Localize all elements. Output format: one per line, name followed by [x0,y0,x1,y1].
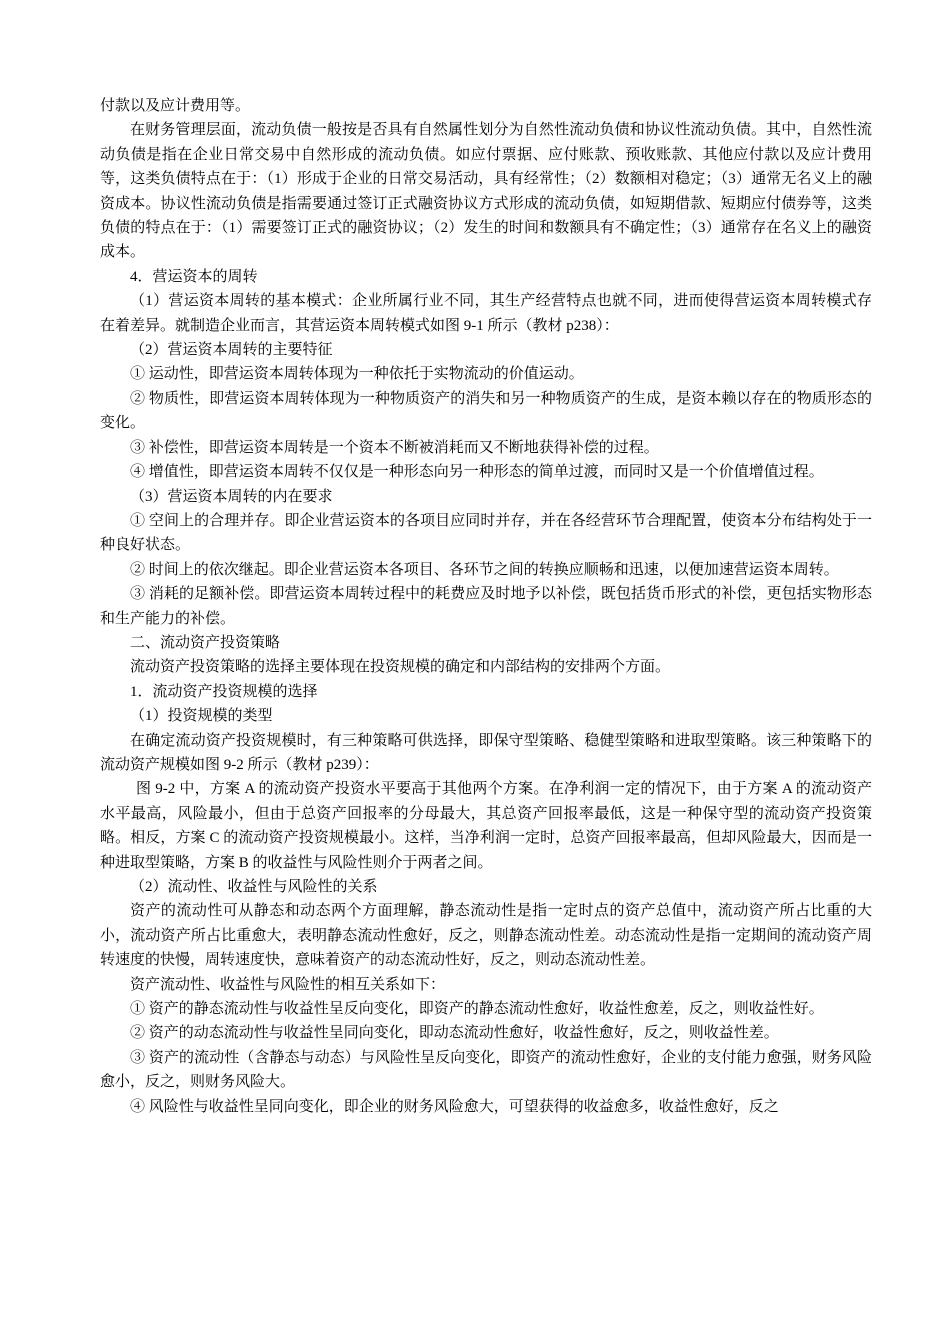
list-item-8: ① 资产的静态流动性与收益性呈反向变化，即资产的静态流动性愈好，收益性愈差，反之，则收益性好。 [130,1001,824,1018]
paragraph-18: 在确定流动资产投资规模时，有三种策略可供选择，即保守型策略、稳健型策略和进取型策略。该三种策略下的流动资产规模如图 9-2 所示（教材 p239）： [100,732,872,773]
subheading-3: （3）营运资本周转的内在要求 [130,488,333,505]
document-page [100,94,872,1119]
paragraph-1: 付款以及应计费用等。 [100,98,251,114]
list-item-1: ① 运动性，即营运资本周转体现为一种依托于实物流动的价值运动。 [130,366,584,383]
list-item-7: ③ 消耗的足额补偿。即营运资本周转过程中的耗费应及时地予以补偿，既包括货币形式的补偿，更包括实物形态和生产能力的补偿。 [100,586,872,627]
paragraph-22: 资产流动性、收益性与风险性的相互关系如下： [130,976,446,993]
section-heading-4: 4．营运资本的周转 [130,268,258,285]
subheading-liquidity: （2）流动性、收益性与风险性的关系 [130,879,378,895]
list-item-3: ③ 补偿性，即营运资本周转是一个资本不断被消耗而又不断地获得补偿的过程。 [130,439,659,456]
subsection-heading-1: 1．流动资产投资规模的选择 [130,683,318,700]
paragraph-15: 流动资产投资策略的选择主要体现在投资规模的确定和内部结构的安排两个方面。 [130,659,671,676]
list-item-11: ④ 风险性与收益性呈同向变化，即企业的财务风险愈大，可望获得的收益愈多，收益性愈好，反之 [130,1098,779,1115]
paragraph-2: 在财务管理层面，流动负债一般按是否具有自然属性划分为自然性流动负债和协议性流动负债。其中，自然性流动负债是指在企业日常交易中自然形成的流动负债。如应付票据、应付账款、预收账款、其他应付款以及应计费用等，这类负债特点在于：（1）形成于企业的日常交易活动，具有经常性；（2）数额相对稳定；（3）通常无名义上的融资成本。协议性流动负债是指需要通过签订正式融资协议方式形成的流动负债，如短期借款、短期应付债券等，这类负债的特点在于：（1）需要签订正式的融资协议；（2）发生的时间和数额具有不确定性；（3）通常存在名义上的融资成本。 [100,122,872,261]
list-item-9: ② 资产的动态流动性与收益性呈同向变化，即动态流动性愈好，收益性愈好，反之，则收益性差。 [130,1025,779,1042]
list-item-6: ② 时间上的依次继起。即企业营运资本各项目、各环节之间的转换应顺畅和迅速，以便加速营运资本周转。 [130,561,839,578]
subheading-2: （2）营运资本周转的主要特征 [130,342,333,359]
list-item-2: ② 物质性，即营运资本周转体现为一种物质资产的消失和另一种物质资产的生成，是资本赖以存在的物质形态的变化。 [100,390,872,432]
list-item-10: ③ 资产的流动性（含静态与动态）与风险性呈反向变化，即资产的流动性愈好，企业的支付能力愈强，财务风险愈小，反之，则财务风险大。 [100,1049,872,1091]
paragraph-4: （1）营运资本周转的基本模式：企业所属行业不同，其生产经营特点也就不同，进而使得营运资本周转模式存在着差异。就制造企业而言，其营运资本周转模式如图 9-1 所示（教材 p238）： [100,293,872,334]
paragraph-21: 资产的流动性可从静态和动态两个方面理解，静态流动性是指一定时点的资产总值中，流动资产所占比重的大小，流动资产所占比重愈大，表明静态流动性愈好，反之，则静态流动性差。动态流动性是指一定期间的流动资产周转速度的快慢，周转速度快，意味着资产的动态流动性好，反之，则动态流动性差。 [100,903,872,969]
list-item-5: ① 空间上的合理并存。即企业营运资本的各项目应同时并存，并在各经营环节合理配置，使资本分布结构处于一种良好状态。 [100,512,872,554]
list-item-4: ④ 增值性，即营运资本周转不仅仅是一种形态向另一种形态的简单过渡，而同时又是一个价值增值过程。 [130,464,824,481]
paragraph-19: 图 9-2 中，方案 A 的流动资产投资水平要高于其他两个方案。在净利润一定的情况下，由于方案 A 的流动资产水平最高，风险最小，但由于总资产回报率的分母最大，其总资产回报率最低，这是一种保守型的流动资产投资策略。相反，方案 C 的流动资产投资规模最小。这样，当净利润一定时，总资产回报率最高，但却风险最大，因而是一种进取型策略，方案 B 的收益性与风险性则介于两者之间。 [100,781,872,871]
section-heading-2: 二、流动资产投资策略 [130,634,281,651]
subheading-investment-types: （1）投资规模的类型 [130,708,273,725]
